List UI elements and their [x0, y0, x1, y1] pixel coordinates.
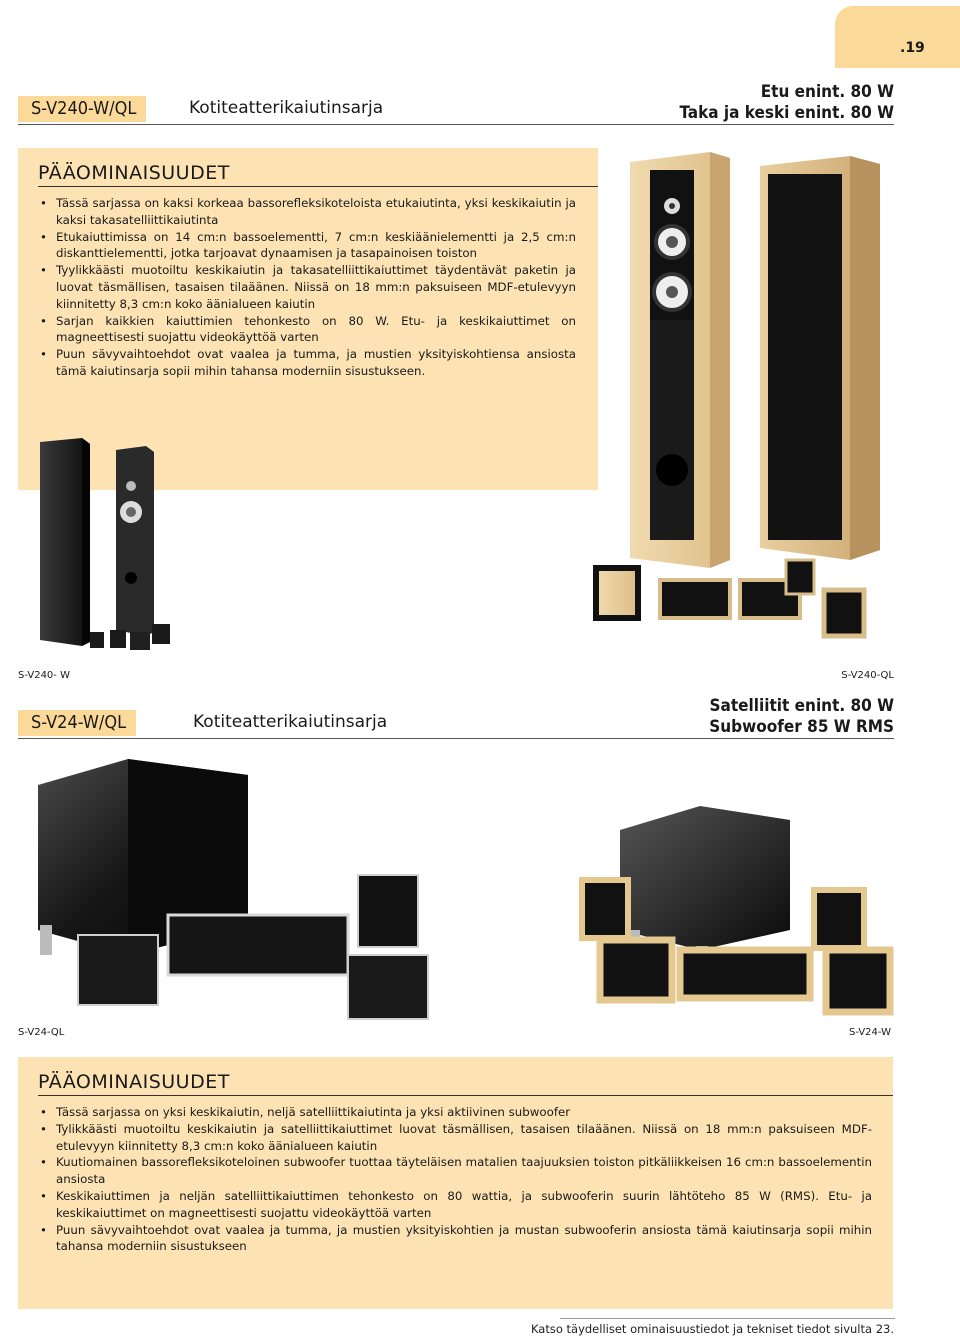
features-heading-2: PÄÄOMINAISUUDET — [38, 1071, 230, 1093]
power-line-rear: Taka ja keski enint. 80 W — [679, 103, 894, 123]
features-heading-1: PÄÄOMINAISUUDET — [38, 162, 230, 184]
feature-item: • Puun sävyvaihtoehdot ovat vaalea ja tumma, ja mustien yksityiskohtien ja mustan subwooferin ansiosta tämä kaiutinsarja sopii mihin tahansa moderniin sisustukseen — [38, 1222, 872, 1256]
feature-item: • Keskikaiuttimen ja neljän satelliittikaiuttimen tehonkesto on 80 wattia, ja subwooferin suurin lähtöteho 85 W (RMS). Etu- ja keskikaiuttimet on magneettisesti suojattu videokäyttöä varten — [38, 1188, 872, 1222]
dark-speaker-set-image — [30, 432, 180, 662]
power-spec-2 — [574, 696, 894, 738]
features-list-2 — [38, 1104, 872, 1255]
features-heading-rule-1 — [38, 186, 598, 187]
light-speaker-set-image — [590, 150, 910, 670]
features-list-1 — [38, 195, 576, 380]
model-title-s-v24: S-V24-W/QL — [18, 710, 136, 736]
footer-note: Katso täydelliset ominaisuustiedot ja tekniset tiedot sivulta 23. — [530, 1322, 894, 1336]
power-spec-1 — [574, 82, 894, 124]
power-line-front: Etu enint. 80 W — [760, 82, 894, 102]
dark-subwoofer-set-image — [18, 755, 458, 1025]
model-title-s-v240: S-V240-W/QL — [18, 96, 146, 122]
feature-item: • Tyylikkäästi muotoiltu keskikaiutin ja takasatelliittikaiuttimet täydentävät paketin ja luovat täsmällisen, tasaisen tilaäänen. Niissä on 18 mm:n paksuiseen MDF-etulevyyn kiinnitetty 8,3 cm:n koko äänialueen kaiutin — [38, 262, 576, 312]
series-title-2: Kotiteatterikaiutinsarja — [193, 712, 388, 732]
footer-rule — [560, 1318, 895, 1319]
power-line-subwoofer: Subwoofer 85 W RMS — [709, 717, 894, 737]
series-title-1: Kotiteatterikaiutinsarja — [189, 98, 384, 118]
header-rule-2 — [18, 738, 894, 739]
feature-item: • Sarjan kaikkien kaiuttimien tehonkesto on 80 W. Etu- ja keskikaiuttimet on magneettisesti suojattu videokäyttöä varten — [38, 313, 576, 347]
power-line-satellites: Satelliitit enint. 80 W — [709, 696, 894, 716]
feature-item: • Tässä sarjassa on yksi keskikaiutin, neljä satelliittikaiutinta ja yksi aktiivinen subwoofer — [38, 1104, 872, 1121]
caption-s-v240-ql: S-V240-QL — [841, 670, 894, 681]
caption-s-v24-w: S-V24-W — [848, 1027, 891, 1038]
caption-s-v24-ql: S-V24-QL — [18, 1027, 65, 1038]
feature-item: • Etukaiuttimissa on 14 cm:n bassoelementti, 7 cm:n keskiäänielementti ja 2,5 cm:n diskanttielementti, jotka tarjoavat dynaamisen ja tasapainoisen toiston — [38, 229, 576, 263]
feature-item: • Puun sävyvaihtoehdot ovat vaalea ja tumma, ja mustien yksityiskohtiensa ansiosta tämä kaiutinsarja sopii mihin tahansa moderniin sisustukseen. — [38, 346, 576, 380]
light-subwoofer-set-image — [560, 800, 900, 1025]
feature-item: • Tylikkäästi muotoiltu keskikaiutin ja satelliittikaiuttimet luovat täsmällisen, tasaisen tilaäänen. Niissä on 18 mm:n paksuiseen MDF-etulevyyn kiinnitetty 8,3 cm:n koko äänialueen kaiutin — [38, 1121, 872, 1155]
caption-s-v240-w: S-V240- W — [18, 670, 70, 681]
feature-item: • Kuutiomainen bassorefleksikoteloinen subwoofer tuottaa täyteläisen matalien taajuuksien toiston pitkäliikkeisen 16 cm:n bassoelementin ansiosta — [38, 1154, 872, 1188]
page-number: .19 — [900, 40, 925, 56]
page-tab — [835, 6, 960, 68]
feature-item: • Tässä sarjassa on kaksi korkeaa bassorefleksikoteloista etukaiutinta, yksi keskikaiutin ja kaksi takasatelliittikaiutinta — [38, 195, 576, 229]
features-heading-rule-2 — [38, 1095, 893, 1096]
header-rule-1 — [18, 124, 894, 125]
